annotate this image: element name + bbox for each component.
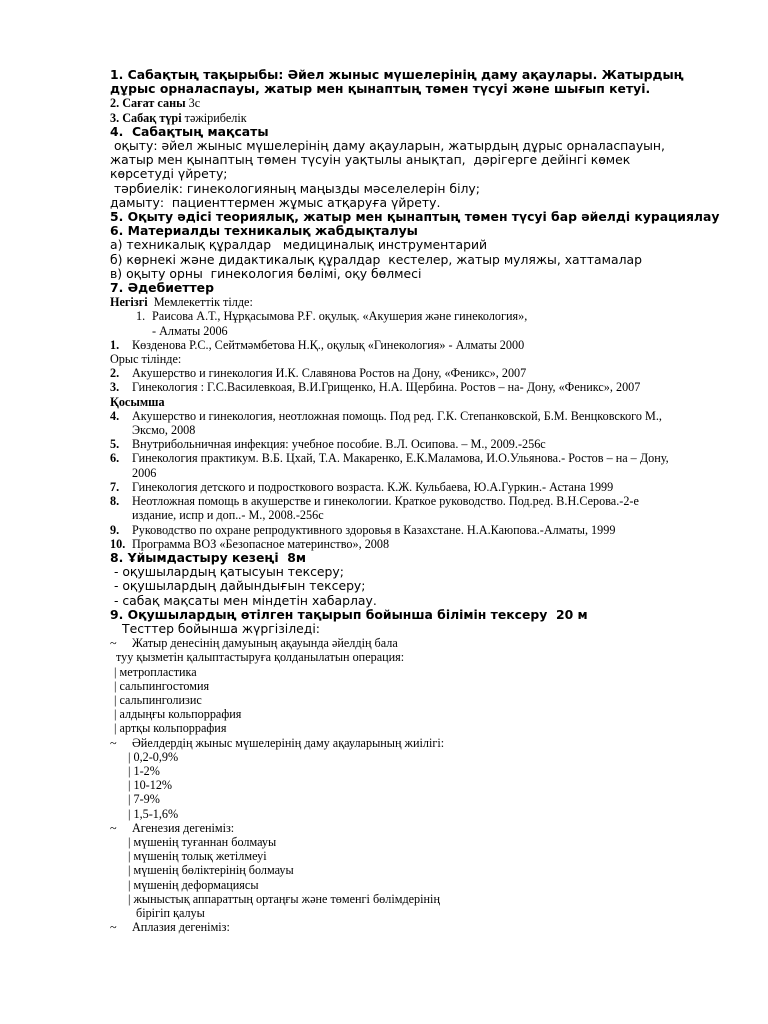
literature-heading: 7. Әдебиеттер [110, 280, 214, 296]
question-marker: ~ [110, 636, 117, 651]
answer-option: | 10-12% [128, 778, 173, 793]
literature-item-num: 10. [110, 536, 126, 551]
literature-item-num: 8. [110, 494, 120, 509]
materials-line: а) техникалық құралдар медициналық инструментарий [110, 237, 488, 253]
literature-item-num: 5. [110, 437, 120, 452]
literature-item-text: Эксмо, 2008 [132, 423, 196, 438]
literature-item-num: 6. [110, 451, 120, 466]
literature-item [110, 494, 720, 522]
goal-line: тәрбиелік: гинекологияның маңызды мәселелерін білу; [110, 180, 480, 196]
literature-item [110, 523, 720, 537]
answer-option: | мүшенің деформациясы [128, 877, 259, 892]
question-text: Әйелдердің жыныс мүшелерінің даму ақауларының жиілігі: [132, 735, 445, 750]
type-num: 3. [110, 110, 120, 125]
organization-heading: 8. Ұйымдастыру кезеңі 8м [110, 549, 307, 565]
check-heading: 9. Оқушылардың өтілген тақырып бойынша білімін тексеру 20 м [110, 606, 588, 622]
test-question [110, 920, 720, 934]
hours-value: 3с [188, 96, 201, 111]
literature-item-num: 4. [110, 408, 120, 423]
question-marker: ~ [110, 920, 117, 935]
question-text: Аплазия дегеніміз: [132, 920, 230, 935]
literature-item-text: 2006 [132, 465, 157, 480]
goal-line: оқыту: әйел жыныс мүшелерінің даму ақауларын, жатырдың дұрыс орналаспауын, [110, 138, 665, 154]
literature-item-text: Руководство по охране репродуктивного здоровья в Казахстане. Н.А.Каюпова.-Алматы, 1999 [132, 522, 616, 537]
hours-line [110, 96, 720, 110]
literature-item-text: Неотложная помощь в акушерстве и гинекологии. Краткое руководство. Под.ред. В.Н.Серова.-2-е [132, 494, 639, 509]
organization-line: - оқушылардың қатысуын тексеру; [110, 564, 344, 580]
answer-option: | 7-9% [128, 792, 160, 807]
answer-option: | мүшенің туғаннан болмауы [128, 834, 277, 849]
type-value: тәжірибелік [184, 110, 247, 125]
answer-option: | 1,5-1,6% [128, 806, 179, 821]
materials-line: в) оқыту орны гинекология бөлімі, оқу бөлмесі [110, 265, 422, 281]
question-text-cont: туу қызметін қалыптастыруға қолданылатын операция: [116, 650, 405, 665]
check-subheading: Тесттер бойынша жүргізіледі: [122, 620, 320, 636]
literature-item-cont: - Алматы 2006 [152, 323, 228, 338]
answer-option: | сальпингостомия [114, 678, 210, 693]
test-question [110, 636, 720, 650]
literature-item-num: 7. [110, 479, 120, 494]
literature-item-num: 9. [110, 522, 120, 537]
answer-option-cont: бірігіп қалуы [136, 905, 205, 920]
literature-main-line [110, 295, 720, 309]
answer-option: | сальпинголизис [114, 692, 202, 707]
document-page [110, 68, 720, 934]
answer-option: | артқы кольпоррафия [114, 721, 227, 736]
type-line [110, 111, 720, 125]
literature-item-text: Раисова А.Т., Нұрқасымова Р.Ғ. оқулық. «Акушерия және гинекология», [152, 309, 528, 324]
answer-option: | 1-2% [128, 763, 160, 778]
literature-item [110, 309, 720, 323]
literature-item [110, 409, 720, 437]
literature-item-num: 3. [110, 380, 120, 395]
literature-extra-label: Қосымша [110, 394, 165, 409]
test-question [110, 821, 720, 835]
literature-item-text: Гинекология детского и подросткового возраста. К.Ж. Кульбаева, Ю.А.Гуркин.- Астана 1999 [132, 479, 614, 494]
literature-item-text: Программа ВОЗ «Безопасное материнство», 2008 [132, 536, 390, 551]
question-marker: ~ [110, 735, 117, 750]
literature-item-num: 2. [110, 366, 120, 381]
goal-line: жатыр мен қынаптың төмен түсуін уақтылы анықтап, дәрігерге дейінгі көмек [110, 152, 631, 168]
materials-line: б) көрнекі және дидактикалық құралдар кестелер, жатыр муляжы, хаттамалар [110, 251, 642, 267]
goal-heading: 4. Сабақтың мақсаты [110, 123, 269, 139]
literature-main-lang: Мемлекеттік тілде: [153, 295, 253, 310]
literature-item [110, 537, 720, 551]
goal-line: дамыту: пациенттермен жұмыс атқаруға үйрету. [110, 194, 441, 210]
literature-item [110, 451, 720, 479]
organization-line: - оқушылардың дайындығын тексеру; [110, 578, 366, 594]
hours-label: Сағат саны [122, 96, 186, 111]
literature-item [110, 366, 720, 380]
lesson-title: 1. Сабақтың тақырыбы: Әйел жыныс мүшелерінің даму ақаулары. Жатырдың дұрыс орналаспауы, жатыр мен қынаптың төмен түсуі және шығып кетуі. [110, 67, 684, 97]
literature-item-text: Гинекология практикум. В.Б. Цхай, Т.А. Макаренко, Е.К.Маламова, И.О.Ульянова.- Ростов – на – Дону, [132, 451, 669, 466]
answer-option: | мүшенің бөліктерінің болмауы [128, 863, 294, 878]
literature-item [110, 338, 720, 352]
literature-item-text: Көзденова Р.С., Сейтмәмбетова Н.Қ., оқулық «Гинекология» - Алматы 2000 [132, 337, 525, 352]
answer-option: | жыныстық аппараттың ортаңғы және төменгі бөлімдерінің [128, 891, 440, 906]
literature-item-text: Внутрибольничная инфекция: учебное пособие. В.Л. Осипова. – М., 2009.-256с [132, 437, 546, 452]
literature-item [110, 437, 720, 451]
literature-item-text: Акушерство и гинекология И.К. Славянова Ростов на Дону, «Феникс», 2007 [132, 366, 527, 381]
literature-item [110, 480, 720, 494]
literature-ru-lang: Орыс тілінде: [110, 352, 182, 367]
answer-option: | алдыңғы кольпоррафия [114, 707, 242, 722]
answer-option: | 0,2-0,9% [128, 749, 179, 764]
question-text: Жатыр денесінің дамуының ақауында әйелдің бала [132, 636, 398, 651]
type-label: Сабақ түрі [122, 110, 182, 125]
literature-item-num: 1. [110, 337, 120, 352]
organization-line: - сабақ мақсаты мен міндетін хабарлау. [110, 592, 377, 608]
hours-num: 2. [110, 96, 120, 111]
literature-item [110, 380, 720, 394]
answer-option: | метропластика [114, 664, 197, 679]
answer-option: | мүшенің толық жетілмеуі [128, 849, 267, 864]
literature-item-text: издание, испр и доп..- М., 2008.-256с [132, 508, 324, 523]
method-heading: 5. Оқыту әдісі теориялық, жатыр мен қынаптың төмен түсуі бар әйелді курациялау [110, 209, 720, 225]
test-question [110, 736, 720, 750]
literature-item-text: Акушерство и гинекология, неотложная помощь. Под ред. Г.К. Степанковской, Б.М. Венцковского М., [132, 408, 662, 423]
goal-line: көрсетуді үйрету; [110, 166, 228, 182]
materials-heading: 6. Материалды техникалық жабдықталуы [110, 223, 418, 239]
literature-item-num: 1. [136, 309, 146, 324]
question-marker: ~ [110, 820, 117, 835]
question-text: Агенезия дегеніміз: [132, 820, 235, 835]
literature-main-label: Негізгі [110, 295, 148, 310]
literature-item-text: Гинекология : Г.С.Василевкоая, В.И.Грищенко, Н.А. Щербина. Ростов – на- Дону, «Феникс», 2007 [132, 380, 641, 395]
